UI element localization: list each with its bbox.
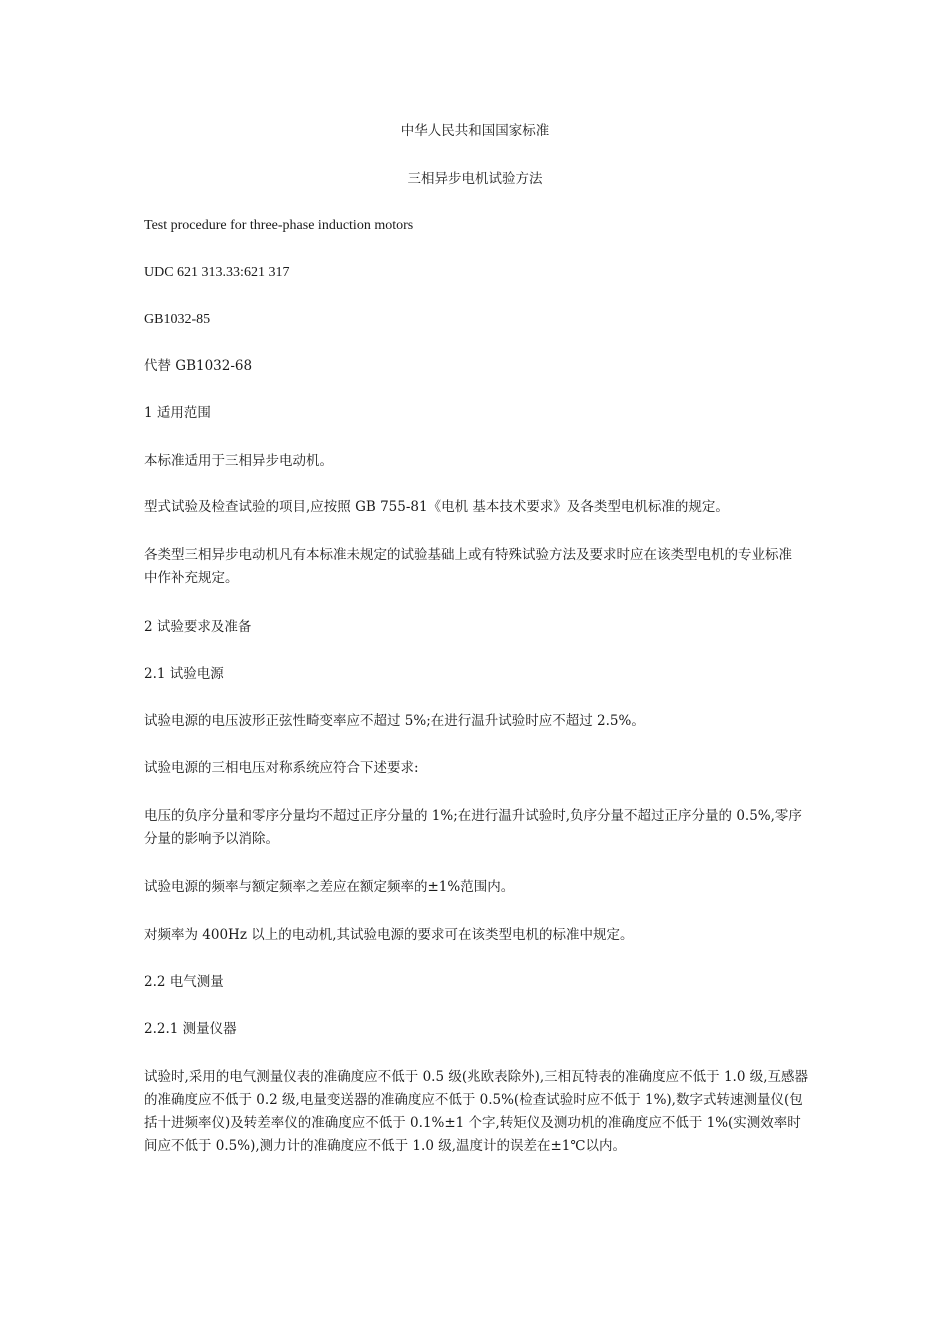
section-heading: 1 适用范围 — [144, 405, 211, 421]
paragraph: 试验时,采用的电气测量仪表的准确度应不低于 0.5 级(兆欧表除外),三相瓦特表的准确度应不低于 1.0 级,互感器的准确度应不低于 0.2 级,电量变送器的准确度应不低于 0.5%(检查试验时应不低于 1%),数字式转速测量仪(包括十进频率仪)及转差率仪的准确度应不低于 0.1%±1 个字,转矩仪及测功机的准确度应不低于 1%(实测效率时间应不低于 0.5%),测力计的准确度应不低于 1.0 级,温度计的误差在±1℃以内。 — [144, 1069, 809, 1154]
section-heading: 2.2.1 测量仪器 — [144, 1021, 237, 1037]
paragraph: 电压的负序分量和零序分量均不超过正序分量的 1%;在进行温升试验时,负序分量不超过正序分量的 0.5%,零序分量的影响予以消除。 — [144, 808, 802, 847]
paragraph: 试验电源的频率与额定频率之差应在额定频率的±1%范围内。 — [144, 879, 515, 895]
section-heading: 2.2 电气测量 — [144, 974, 224, 990]
udc-code: UDC 621 313.33:621 317 — [144, 265, 290, 280]
section-heading: 2 试验要求及准备 — [144, 619, 252, 635]
document-subtitle: 三相异步电机试验方法 — [407, 171, 543, 187]
section-heading: 2.1 试验电源 — [144, 666, 224, 682]
paragraph: 本标准适用于三相异步电动机。 — [144, 453, 333, 469]
paragraph: 试验电源的三相电压对称系统应符合下述要求: — [144, 760, 419, 776]
document-title: 中华人民共和国国家标准 — [400, 123, 550, 139]
paragraph: 各类型三相异步电动机凡有本标准未规定的试验基础上或有特殊试验方法及要求时应在该类型电机的专业标准中作补充规定。 — [144, 547, 792, 586]
standard-number: GB1032-85 — [144, 312, 211, 327]
paragraph: 型式试验及检查试验的项目,应按照 GB 755-81《电机 基本技术要求》及各类型电机标准的规定。 — [144, 499, 729, 515]
replaces-standard: 代替 GB1032-68 — [144, 358, 253, 374]
english-title: Test procedure for three-phase induction motors — [144, 218, 414, 233]
paragraph: 对频率为 400Hz 以上的电动机,其试验电源的要求可在该类型电机的标准中规定。 — [144, 927, 634, 943]
paragraph: 试验电源的电压波形正弦性畸变率应不超过 5%;在进行温升试验时应不超过 2.5%。 — [144, 713, 645, 729]
